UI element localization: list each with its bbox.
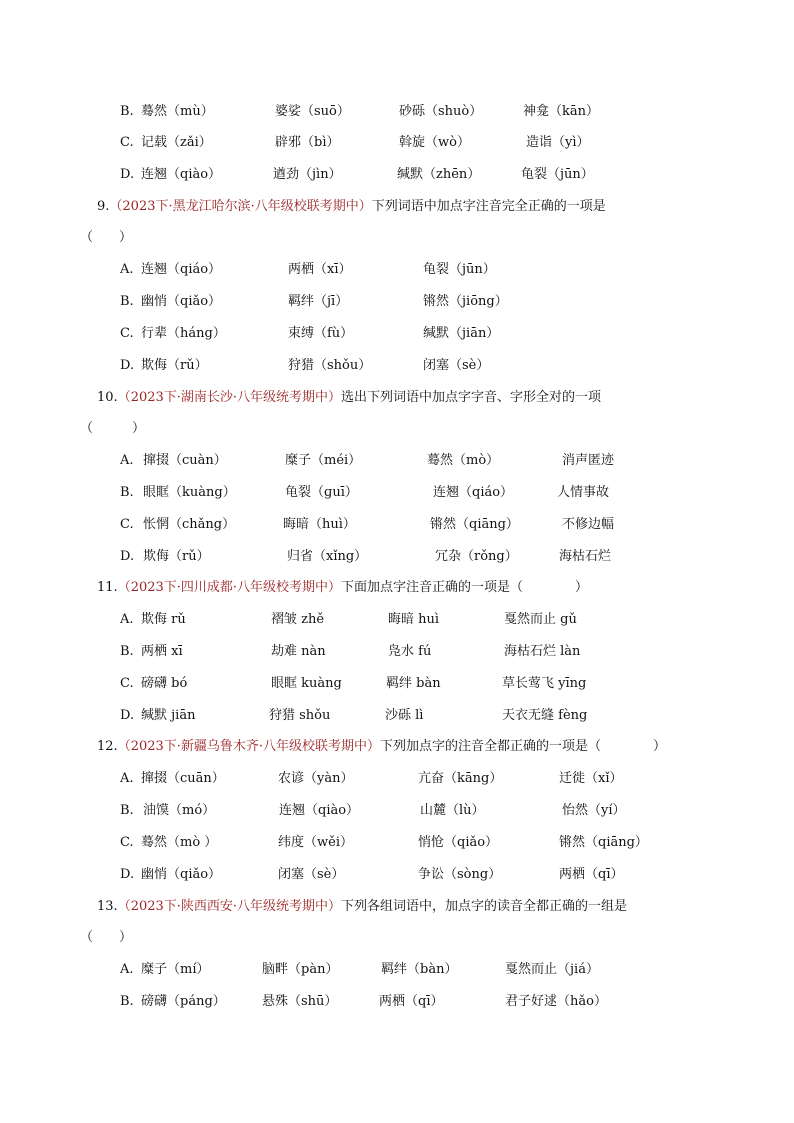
option-item: 山麓（lù） (420, 803, 485, 818)
option-item: 怅惘（chǎng） (143, 517, 236, 532)
option-item: 束缚（fù） (288, 326, 354, 341)
question-source: （2023下·新疆乌鲁木齐·八年级校联考期中） (117, 739, 381, 754)
option-letter: B. (120, 803, 134, 818)
question-text: 下列各组词语中，加点字的读音全都正确的一组是 (341, 899, 628, 914)
option-item: 晦暗（huì） (283, 517, 356, 532)
option-item: 龟裂（jūn） (423, 262, 496, 277)
option-item: 冗杂（rǒng） (435, 549, 518, 564)
option-item: 锵然（qiāng） (430, 517, 519, 532)
option-item: 砂砾（shuò） (399, 104, 483, 119)
option-item: 海枯石烂 làn (504, 644, 581, 659)
question-header (97, 196, 606, 218)
option-item: 人情事故 (557, 485, 610, 500)
option-item: 糜子（méi） (285, 453, 362, 468)
option-item: 连翘（qiáo） (141, 262, 222, 277)
question-header (97, 387, 601, 409)
option-item: 造诣（yì） (526, 135, 590, 150)
option-letter: A. (120, 962, 134, 977)
question-number: 9. (97, 199, 110, 214)
option-item: 羁绊（jī） (288, 294, 349, 309)
answer-blank: （ ） (80, 421, 146, 436)
option-item: 连翘（qiào） (141, 167, 222, 182)
option-item: 缄默 jiān (141, 708, 196, 723)
option-item: 争讼（sòng） (418, 867, 502, 882)
option-item: 狩猎（shǒu） (288, 358, 372, 373)
option-item: 两栖（qī） (379, 994, 444, 1009)
option-item: 锵然（jiōng） (423, 294, 508, 309)
option-item: 眼眶 kuàng (271, 676, 342, 691)
option-item: 纬度（wěi） (278, 835, 353, 850)
question-number: 13. (97, 899, 118, 914)
option-letter: D. (120, 549, 135, 564)
option-item: 消声匿迹 (562, 453, 615, 468)
option-item: 天衣无缝 fèng (502, 708, 588, 723)
option-item: 羁绊 bàn (386, 676, 441, 691)
question-number: 12. (97, 739, 118, 754)
option-item: 怡然（yí） (562, 803, 626, 818)
option-item: 脑畔（pàn） (262, 962, 339, 977)
option-item: 斡旋（wò） (399, 135, 470, 150)
option-item: 缄默（zhēn） (397, 167, 481, 182)
option-item: 沙砾 lì (385, 708, 424, 723)
option-item: 君子好逑（hǎo） (505, 994, 607, 1009)
question-text: 选出下列词语中加点字字音、字形全对的一项 (341, 390, 602, 405)
option-item: 两栖（xī） (288, 262, 352, 277)
option-item: 不修边幅 (562, 517, 615, 532)
option-letter: C. (120, 517, 134, 532)
option-item: 蓦然（mù） (141, 104, 214, 119)
option-item: 草长莺飞 yīng (502, 676, 587, 691)
option-letter: A. (120, 262, 134, 277)
option-item: 欺侮（rǔ） (143, 549, 210, 564)
option-letter: C. (120, 835, 134, 850)
option-item: 欺侮 rǔ (141, 612, 186, 627)
option-item: 戛然而止 gǔ (504, 612, 577, 627)
option-item: 悄怆（qiǎo） (418, 835, 499, 850)
option-item: 悬殊（shū） (262, 994, 338, 1009)
option-item: 闭塞（sè） (278, 867, 345, 882)
option-item: 归省（xǐng） (287, 549, 368, 564)
answer-blank: （ ） (80, 930, 133, 945)
option-item: 幽悄（qiǎo） (141, 867, 222, 882)
option-letter: B. (120, 294, 134, 309)
option-letter: B. (120, 104, 134, 119)
option-letter: D. (120, 867, 135, 882)
option-item: 海枯石烂 (559, 549, 612, 564)
option-item: 龟裂（jūn） (521, 167, 594, 182)
option-item: 眼眶（kuàng） (143, 485, 236, 500)
option-item: 婆娑（suō） (275, 104, 350, 119)
option-item: 撺掇（cuàn） (143, 453, 227, 468)
option-item: 连翘（qiào） (279, 803, 360, 818)
option-item: 磅礴（páng） (141, 994, 226, 1009)
answer-blank: （ ） (80, 230, 133, 245)
option-item: 农谚（yàn） (278, 771, 354, 786)
option-item: 迁徙（xǐ） (559, 771, 623, 786)
option-item: 羁绊（bàn） (381, 962, 458, 977)
option-item: 蓦然（mò ） (141, 835, 218, 850)
option-item: 油馍（mó） (143, 803, 216, 818)
question-text: 下面加点字注音正确的一项是（ ） (341, 580, 589, 595)
option-item: 戛然而止（jiá） (505, 962, 599, 977)
question-source: （2023下·黑龙江哈尔滨·八年级校联考期中） (109, 199, 372, 214)
option-letter: C. (120, 326, 134, 341)
option-item: 记载（zǎi） (141, 135, 212, 150)
option-item: 神龛（kān） (523, 104, 600, 119)
option-item: 连翘（qiáo） (433, 485, 514, 500)
option-item: 糜子（mí） (141, 962, 210, 977)
option-item: 欺侮（rǔ） (141, 358, 208, 373)
option-item: 劫难 nàn (271, 644, 326, 659)
question-number: 10. (97, 390, 118, 405)
option-item: 凫水 fú (388, 644, 432, 659)
question-header (97, 736, 666, 758)
option-item: 亢奋（kāng） (418, 771, 503, 786)
option-letter: D. (120, 708, 135, 723)
option-letter: B. (120, 994, 134, 1009)
option-letter: A. (120, 453, 134, 468)
option-letter: A. (120, 612, 134, 627)
question-number: 11. (97, 580, 118, 595)
option-letter: C. (120, 676, 134, 691)
option-letter: D. (120, 358, 135, 373)
option-item: 辟邪（bì） (275, 135, 340, 150)
option-letter: B. (120, 644, 134, 659)
option-item: 褶皱 zhě (271, 612, 325, 627)
question-source: （2023下·湖南长沙·八年级统考期中） (117, 390, 342, 405)
option-letter: B. (120, 485, 134, 500)
option-item: 锵然（qiāng） (559, 835, 648, 850)
option-item: 晦暗 huì (388, 612, 440, 627)
option-item: 龟裂（ɡuī） (285, 485, 358, 500)
option-item: 缄默（jiān） (423, 326, 500, 341)
question-text: 下列加点字的注音全都正确的一项是（ ） (380, 739, 667, 754)
question-source: （2023下·四川成都·八年级校考期中） (117, 580, 342, 595)
question-source: （2023下·陕西西安·八年级统考期中） (117, 899, 342, 914)
option-item: 磅礴 bó (141, 676, 188, 691)
option-item: 幽悄（qiǎo） (141, 294, 222, 309)
option-item: 行辈（háng） (141, 326, 226, 341)
question-header (97, 577, 588, 599)
option-letter: C. (120, 135, 134, 150)
option-item: 狩猎 shǒu (269, 708, 331, 723)
option-item: 两栖 xī (141, 644, 183, 659)
option-item: 蓦然（mò） (427, 453, 500, 468)
question-header (97, 896, 627, 918)
option-letter: A. (120, 771, 134, 786)
option-letter: D. (120, 167, 135, 182)
option-item: 闭塞（sè） (423, 358, 490, 373)
option-item: 遒劲（jìn） (273, 167, 342, 182)
question-text: 下列词语中加点字注音完全正确的一项是 (371, 199, 606, 214)
option-item: 两栖（qī） (559, 867, 624, 882)
option-item: 撺掇（cuān） (141, 771, 225, 786)
